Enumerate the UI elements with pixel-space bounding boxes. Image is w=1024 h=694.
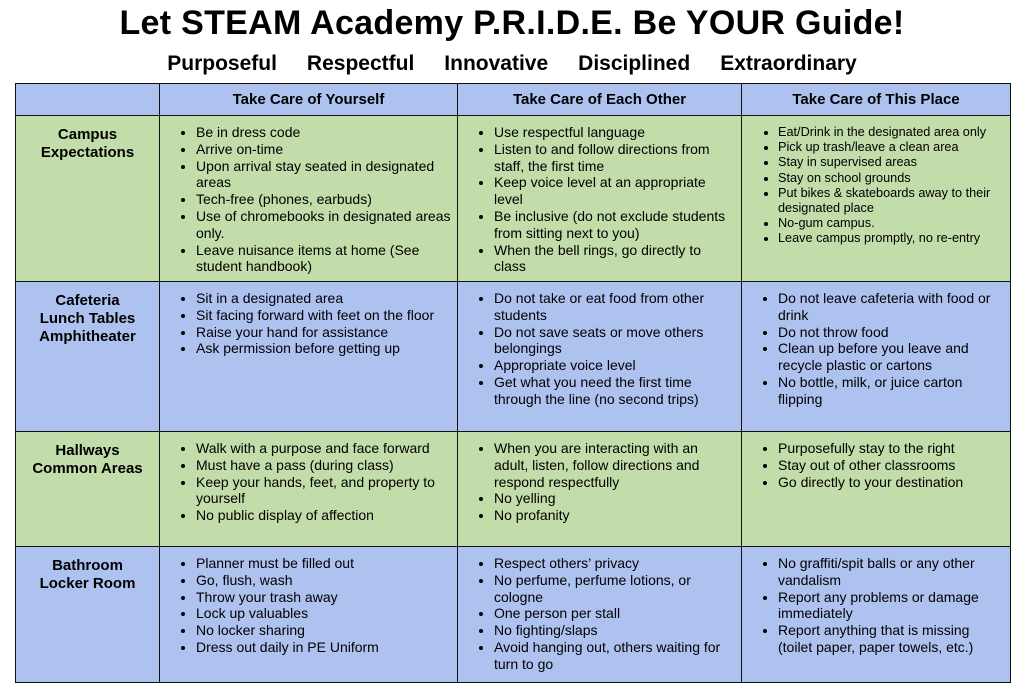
table-row — [16, 547, 1011, 683]
bullet-list — [742, 282, 1010, 408]
bullet-list — [160, 432, 457, 524]
list-item: • Use respectful language — [494, 124, 735, 141]
row-label-bathroom — [16, 547, 160, 683]
value-purposeful: Purposeful — [167, 52, 277, 75]
list-item: • No profanity — [494, 507, 735, 524]
list-item: • Tech-free (phones, earbuds) — [196, 191, 451, 208]
cell-bathroom-yourself — [160, 547, 458, 683]
cell-campus-others — [458, 116, 742, 282]
list-item: • Respect others’ privacy — [494, 555, 735, 572]
value-innovative: Innovative — [444, 52, 549, 75]
list-item: • Leave nuisance items at home (See student handbook) — [196, 242, 451, 276]
bullet-list — [742, 116, 1010, 247]
list-item: • No bottle, milk, or juice carton flipping — [778, 374, 1004, 408]
value-disciplined: Disciplined — [578, 52, 691, 75]
list-item: • Must have a pass (during class) — [196, 457, 451, 474]
row-label-line: Expectations — [40, 144, 135, 161]
list-item: • Go directly to your destination — [778, 474, 1004, 491]
cell-campus-yourself — [160, 116, 458, 282]
header-this-place: Take Care of This Place — [742, 84, 1011, 116]
list-item: • One person per stall — [494, 605, 735, 622]
header-yourself: Take Care of Yourself — [160, 84, 458, 116]
pride-values — [0, 52, 1024, 76]
list-item: • No perfume, perfume lotions, or cologne — [494, 572, 735, 606]
list-item: • No graffiti/spit balls or any other vandalism — [778, 555, 1004, 589]
row-label-line: Campus — [57, 126, 118, 143]
table-row — [16, 432, 1011, 547]
bullet-list — [160, 116, 457, 275]
list-item: • Report anything that is missing (toilet paper, paper towels, etc.) — [778, 622, 1004, 656]
cell-campus-place — [742, 116, 1011, 282]
list-item: • Leave campus promptly, no re-entry — [778, 231, 1004, 246]
bullet-list — [458, 547, 741, 673]
list-item: • Do not take or eat food from other students — [494, 290, 735, 324]
cell-hallways-others — [458, 432, 742, 547]
list-item: • Walk with a purpose and face forward — [196, 440, 451, 457]
cell-cafeteria-yourself — [160, 282, 458, 432]
list-item: • Be inclusive (do not exclude students from sitting next to you) — [494, 208, 735, 242]
value-respectful: Respectful — [306, 52, 415, 75]
cell-cafeteria-place — [742, 282, 1011, 432]
list-item: • Get what you need the first time through the line (no second trips) — [494, 374, 735, 408]
list-item: • Do not throw food — [778, 324, 1004, 341]
expectations-table — [15, 83, 1011, 683]
list-item: • Clean up before you leave and recycle plastic or cartons — [778, 340, 1004, 374]
row-label-line: Bathroom — [52, 557, 123, 574]
value-extraordinary: Extraordinary — [720, 52, 857, 75]
list-item: • No locker sharing — [196, 622, 451, 639]
list-item: • When the bell rings, go directly to class — [494, 242, 735, 276]
list-item: • Arrive on-time — [196, 141, 451, 158]
list-item: • Report any problems or damage immediately — [778, 589, 1004, 623]
table-row — [16, 116, 1011, 282]
list-item: • No public display of affection — [196, 507, 451, 524]
list-item: • Lock up valuables — [196, 605, 451, 622]
list-item: • Sit in a designated area — [196, 290, 451, 307]
list-item: • Upon arrival stay seated in designated areas — [196, 158, 451, 192]
cell-bathroom-place — [742, 547, 1011, 683]
list-item: • Keep voice level at an appropriate level — [494, 174, 735, 208]
cell-cafeteria-others — [458, 282, 742, 432]
list-item: • Go, flush, wash — [196, 572, 451, 589]
bullet-list — [458, 432, 741, 524]
bullet-list — [160, 547, 457, 656]
row-label-line: Common Areas — [32, 460, 143, 477]
list-item: • Dress out daily in PE Uniform — [196, 639, 451, 656]
list-item: • Do not leave cafeteria with food or drink — [778, 290, 1004, 324]
bullet-list — [458, 116, 741, 275]
bullet-list — [458, 282, 741, 408]
list-item: • Do not save seats or move others belongings — [494, 324, 735, 358]
list-item: • No fighting/slaps — [494, 622, 735, 639]
list-item: • Appropriate voice level — [494, 357, 735, 374]
list-item: • Stay on school grounds — [778, 171, 1004, 186]
bullet-list — [742, 432, 1010, 490]
list-item: • Be in dress code — [196, 124, 451, 141]
list-item: • Pick up trash/leave a clean area — [778, 140, 1004, 155]
header-each-other: Take Care of Each Other — [458, 84, 742, 116]
page-title: Let STEAM Academy P.R.I.D.E. Be YOUR Guide! — [119, 4, 905, 42]
bullet-list — [742, 547, 1010, 656]
list-item: • Listen to and follow directions from staff, the first time — [494, 141, 735, 175]
cell-hallways-place — [742, 432, 1011, 547]
list-item: • Avoid hanging out, others waiting for turn to go — [494, 639, 735, 673]
list-item: • Stay in supervised areas — [778, 155, 1004, 170]
row-label-line: Locker Room — [39, 575, 136, 592]
list-item: • No yelling — [494, 490, 735, 507]
list-item: • Keep your hands, feet, and property to yourself — [196, 474, 451, 508]
row-label-cafeteria — [16, 282, 160, 432]
row-label-line: Lunch Tables — [39, 310, 136, 327]
list-item: • Throw your trash away — [196, 589, 451, 606]
row-label-campus — [16, 116, 160, 282]
list-item: • Planner must be filled out — [196, 555, 451, 572]
list-item: • Raise your hand for assistance — [196, 324, 451, 341]
list-item: • When you are interacting with an adult, listen, follow directions and respond respectfully — [494, 440, 735, 490]
list-item: • Eat/Drink in the designated area only — [778, 125, 1004, 140]
row-label-line: Amphitheater — [39, 328, 136, 345]
list-item: • Put bikes & skateboards away to their designated place — [778, 186, 1004, 216]
list-item: • No-gum campus. — [778, 216, 1004, 231]
list-item: • Use of chromebooks in designated areas only. — [196, 208, 451, 242]
header-empty-cell — [16, 84, 160, 116]
cell-bathroom-others — [458, 547, 742, 683]
row-label-hallways — [16, 432, 160, 547]
list-item: • Purposefully stay to the right — [778, 440, 1004, 457]
table-row — [16, 282, 1011, 432]
row-label-line: Hallways — [55, 442, 120, 459]
list-item: • Stay out of other classrooms — [778, 457, 1004, 474]
list-item: • Ask permission before getting up — [196, 340, 451, 357]
bullet-list — [160, 282, 457, 357]
row-label-line: Cafeteria — [55, 292, 120, 309]
table-header-row — [16, 84, 1011, 116]
list-item: • Sit facing forward with feet on the floor — [196, 307, 451, 324]
cell-hallways-yourself — [160, 432, 458, 547]
